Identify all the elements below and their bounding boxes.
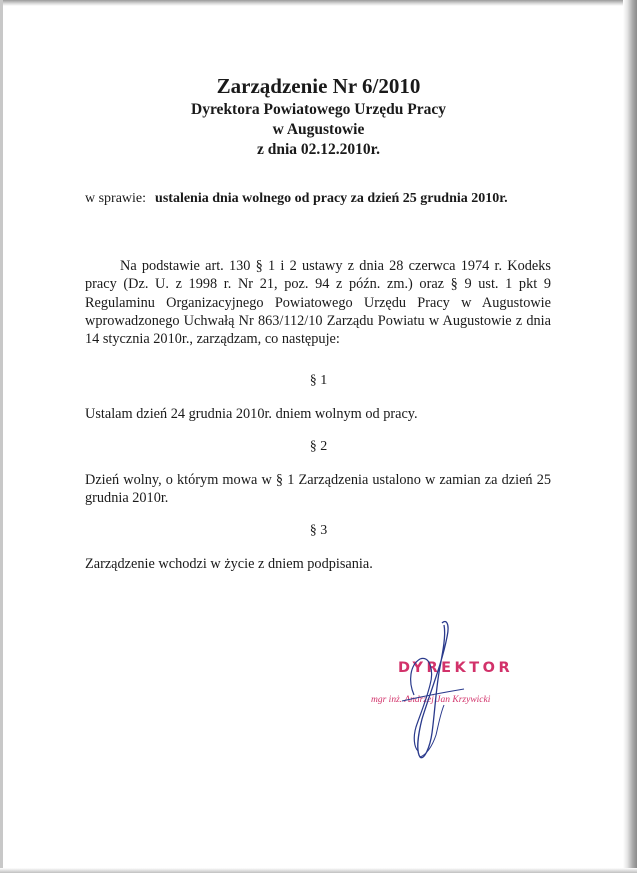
section-mark-3: § 3	[309, 523, 328, 538]
preamble-paragraph: Na podstawie art. 130 § 1 i 2 ustawy z dnia 28 czerwca 1974 r. Kodeks pracy (Dz. U. z 1998 r. Nr 21, poz. 94 z późn. zm.) oraz § 9 ust. 1 pkt 9 Regulaminu Organizacyjnego Powiatowego Urzędu Pracy w Augustowie wprowadzonego Uchwałą Nr 863/112/10 Zarządu Powiatu w Augustowie z dnia 14 stycznia 2010r., zarządzam, co następuje:	[85, 258, 551, 348]
signature-stroke-main	[418, 622, 448, 758]
issuer-location: w Augustowie	[272, 121, 365, 138]
section-text-1: Ustalam dzień 24 grudnia 2010r. dniem wolnym od pracy.	[85, 406, 418, 422]
section-text-2: Dzień wolny, o którym mowa w § 1 Zarządzenia ustalono w zamian za dzień 25 grudnia 2010r.	[85, 472, 551, 507]
handwritten-signature	[380, 615, 490, 765]
stamp-title: DYREKTOR	[398, 660, 514, 676]
signature-stroke-loop	[411, 658, 432, 751]
scan-edge-top	[0, 0, 637, 6]
document-date: z dnia 02.12.2010r.	[256, 141, 380, 158]
subject-line	[85, 191, 508, 207]
stamp-name: mgr inż. Andrzej Jan Krzywicki	[371, 695, 491, 705]
signature-stroke-cross	[402, 689, 464, 701]
issuer-line: Dyrektora Powiatowego Urzędu Pracy	[191, 101, 446, 118]
section-text-3: Zarządzenie wchodzi w życie z dniem podpisania.	[85, 556, 373, 572]
scan-edge-bottom	[0, 868, 637, 873]
section-mark-1: § 1	[309, 373, 328, 388]
section-mark-2: § 2	[309, 439, 328, 454]
document-title: Zarządzenie Nr 6/2010	[216, 74, 421, 98]
subject-text: ustalenia dnia wolnego od pracy za dzień 25 grudnia 2010r.	[155, 191, 508, 206]
subject-label: w sprawie:	[85, 191, 147, 206]
